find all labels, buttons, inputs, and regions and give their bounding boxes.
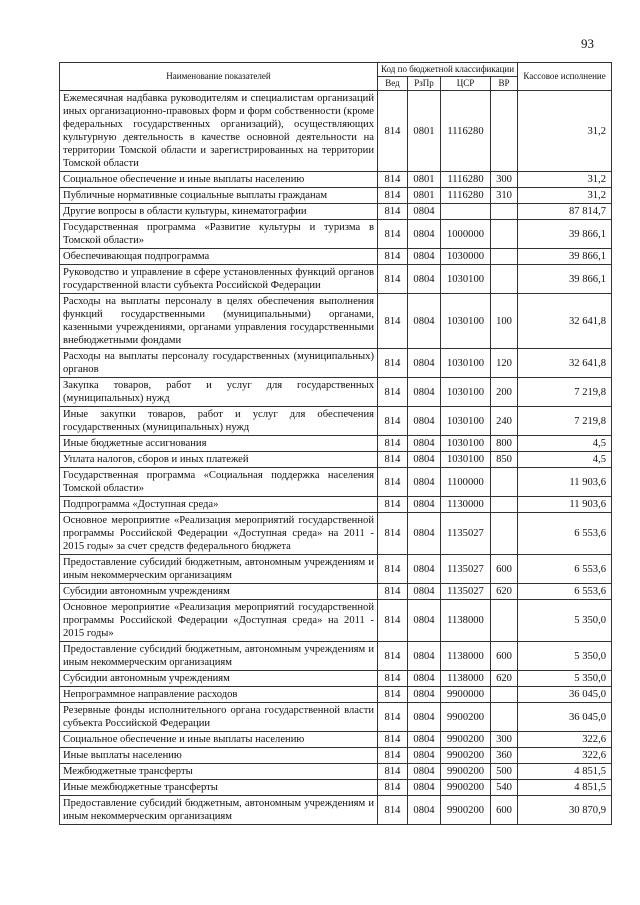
cell-csr: 1116280 [441, 91, 491, 172]
cell-amount: 87 814,7 [518, 204, 612, 220]
cell-csr: 1030100 [441, 436, 491, 452]
cell-amount: 39 866,1 [518, 220, 612, 249]
cell-rzpr: 0804 [408, 349, 441, 378]
table-row [60, 764, 612, 780]
cell-ved: 814 [378, 220, 408, 249]
cell-vr: 500 [491, 764, 518, 780]
cell-name: Субсидии автономным учреждениям [60, 584, 378, 600]
cell-ved: 814 [378, 584, 408, 600]
cell-vr: 310 [491, 188, 518, 204]
table-row [60, 671, 612, 687]
cell-amount: 11 903,6 [518, 497, 612, 513]
cell-vr: 300 [491, 172, 518, 188]
cell-ved: 814 [378, 172, 408, 188]
table-row [60, 796, 612, 825]
cell-vr [491, 600, 518, 642]
table-row [60, 91, 612, 172]
table-row [60, 378, 612, 407]
cell-ved: 814 [378, 748, 408, 764]
table-row [60, 687, 612, 703]
cell-vr [491, 220, 518, 249]
table-row [60, 188, 612, 204]
cell-csr: 1030100 [441, 378, 491, 407]
cell-rzpr: 0804 [408, 249, 441, 265]
cell-name: Публичные нормативные социальные выплаты гражданам [60, 188, 378, 204]
cell-rzpr: 0801 [408, 188, 441, 204]
cell-amount: 36 045,0 [518, 703, 612, 732]
cell-csr: 1100000 [441, 468, 491, 497]
table-row [60, 748, 612, 764]
cell-rzpr: 0804 [408, 796, 441, 825]
cell-rzpr: 0804 [408, 748, 441, 764]
table-row [60, 294, 612, 349]
cell-rzpr: 0804 [408, 671, 441, 687]
cell-ved: 814 [378, 249, 408, 265]
cell-name: Иные бюджетные ассигнования [60, 436, 378, 452]
cell-csr: 1000000 [441, 220, 491, 249]
header-name: Наименование показателей [60, 63, 378, 91]
cell-rzpr: 0804 [408, 642, 441, 671]
header-rzpr: РзПр [408, 77, 441, 91]
cell-name: Другие вопросы в области культуры, кинематографии [60, 204, 378, 220]
table-row [60, 732, 612, 748]
cell-vr: 540 [491, 780, 518, 796]
cell-name: Ежемесячная надбавка руководителям и специалистам организаций иных организационно-правовых форм и форм собственности (кроме федеральных государственных организаций), осуществляющих культурную деятельность в качестве основной деятельности на территории Томской области и зарегистрированных на территории Томской области [60, 91, 378, 172]
cell-rzpr: 0804 [408, 513, 441, 555]
header-vr: ВР [491, 77, 518, 91]
cell-vr [491, 497, 518, 513]
cell-vr: 850 [491, 452, 518, 468]
cell-csr: 1030100 [441, 452, 491, 468]
cell-rzpr: 0804 [408, 407, 441, 436]
cell-vr [491, 265, 518, 294]
cell-ved: 814 [378, 265, 408, 294]
cell-vr: 600 [491, 642, 518, 671]
cell-vr: 300 [491, 732, 518, 748]
cell-name: Социальное обеспечение и иные выплаты населению [60, 172, 378, 188]
cell-ved: 814 [378, 204, 408, 220]
cell-vr [491, 687, 518, 703]
cell-amount: 7 219,8 [518, 378, 612, 407]
cell-vr [491, 703, 518, 732]
cell-ved: 814 [378, 732, 408, 748]
cell-csr: 9900200 [441, 796, 491, 825]
cell-rzpr: 0804 [408, 468, 441, 497]
cell-ved: 814 [378, 497, 408, 513]
cell-ved: 814 [378, 555, 408, 584]
cell-amount: 4,5 [518, 436, 612, 452]
cell-rzpr: 0804 [408, 703, 441, 732]
cell-vr: 620 [491, 584, 518, 600]
cell-amount: 30 870,9 [518, 796, 612, 825]
cell-vr [491, 513, 518, 555]
cell-name: Расходы на выплаты персоналу государственных (муниципальных) органов [60, 349, 378, 378]
table-row [60, 220, 612, 249]
cell-rzpr: 0804 [408, 780, 441, 796]
cell-csr: 1135027 [441, 513, 491, 555]
cell-amount: 4,5 [518, 452, 612, 468]
cell-amount: 39 866,1 [518, 265, 612, 294]
cell-ved: 814 [378, 600, 408, 642]
cell-csr: 1030100 [441, 349, 491, 378]
cell-name: Основное мероприятие «Реализация мероприятий государственной программы Российской Федерации «Доступная среда» на 2011 - 2015 годы» за счет средств федерального бюджета [60, 513, 378, 555]
cell-ved: 814 [378, 452, 408, 468]
cell-name: Иные закупки товаров, работ и услуг для обеспечения государственных (муниципальных) нужд [60, 407, 378, 436]
cell-ved: 814 [378, 407, 408, 436]
cell-rzpr: 0804 [408, 687, 441, 703]
cell-name: Основное мероприятие «Реализация мероприятий государственной программы Российской Федерации «Доступная среда» на 2011 - 2015 годы» [60, 600, 378, 642]
cell-rzpr: 0804 [408, 265, 441, 294]
cell-rzpr: 0804 [408, 452, 441, 468]
cell-name: Расходы на выплаты персоналу в целях обеспечения выполнения функций государственными (муниципальными) органами, казенными учреждениями, органами управления государственными внебюджетными фондами [60, 294, 378, 349]
table-row [60, 513, 612, 555]
cell-rzpr: 0801 [408, 172, 441, 188]
cell-vr: 100 [491, 294, 518, 349]
cell-csr: 1030000 [441, 249, 491, 265]
cell-csr: 1138000 [441, 642, 491, 671]
table-body [60, 91, 612, 825]
table-row [60, 265, 612, 294]
cell-name: Иные межбюджетные трансферты [60, 780, 378, 796]
cell-vr: 600 [491, 555, 518, 584]
cell-name: Межбюджетные трансферты [60, 764, 378, 780]
cell-amount: 5 350,0 [518, 642, 612, 671]
table-row [60, 497, 612, 513]
cell-vr [491, 204, 518, 220]
cell-name: Социальное обеспечение и иные выплаты населению [60, 732, 378, 748]
cell-ved: 814 [378, 188, 408, 204]
cell-rzpr: 0804 [408, 378, 441, 407]
cell-vr: 600 [491, 796, 518, 825]
header-code-group: Код по бюджетной классификации [378, 63, 518, 77]
table-row [60, 584, 612, 600]
cell-rzpr: 0804 [408, 600, 441, 642]
cell-name: Предоставление субсидий бюджетным, автономным учреждениям и иным некоммерческим организациям [60, 555, 378, 584]
cell-ved: 814 [378, 703, 408, 732]
cell-amount: 5 350,0 [518, 671, 612, 687]
cell-vr [491, 468, 518, 497]
cell-csr: 1130000 [441, 497, 491, 513]
table-row [60, 703, 612, 732]
table-row [60, 555, 612, 584]
cell-amount: 7 219,8 [518, 407, 612, 436]
cell-vr: 800 [491, 436, 518, 452]
cell-amount: 36 045,0 [518, 687, 612, 703]
cell-ved: 814 [378, 294, 408, 349]
cell-ved: 814 [378, 378, 408, 407]
cell-amount: 4 851,5 [518, 764, 612, 780]
cell-name: Руководство и управление в сфере установленных функций органов государственной власти субъекта Российской Федерации [60, 265, 378, 294]
cell-amount: 31,2 [518, 172, 612, 188]
cell-ved: 814 [378, 780, 408, 796]
cell-ved: 814 [378, 349, 408, 378]
header-amount: Кассовое исполнение [518, 63, 612, 91]
cell-amount: 4 851,5 [518, 780, 612, 796]
table-row [60, 452, 612, 468]
cell-amount: 5 350,0 [518, 600, 612, 642]
cell-amount: 6 553,6 [518, 555, 612, 584]
cell-name: Государственная программа «Развитие культуры и туризма в Томской области» [60, 220, 378, 249]
cell-ved: 814 [378, 642, 408, 671]
cell-rzpr: 0804 [408, 436, 441, 452]
table-row [60, 204, 612, 220]
cell-vr: 200 [491, 378, 518, 407]
cell-amount: 32 641,8 [518, 294, 612, 349]
cell-rzpr: 0801 [408, 91, 441, 172]
cell-ved: 814 [378, 436, 408, 452]
cell-csr: 9900000 [441, 687, 491, 703]
cell-csr: 1030100 [441, 407, 491, 436]
cell-vr [491, 249, 518, 265]
cell-name: Иные выплаты населению [60, 748, 378, 764]
cell-name: Резервные фонды исполнительного органа государственной власти субъекта Российской Федерации [60, 703, 378, 732]
cell-csr: 1030100 [441, 265, 491, 294]
cell-name: Закупка товаров, работ и услуг для государственных (муниципальных) нужд [60, 378, 378, 407]
cell-vr: 360 [491, 748, 518, 764]
table-row [60, 780, 612, 796]
cell-rzpr: 0804 [408, 294, 441, 349]
table-row [60, 407, 612, 436]
cell-rzpr: 0804 [408, 204, 441, 220]
cell-csr: 1116280 [441, 188, 491, 204]
cell-rzpr: 0804 [408, 732, 441, 748]
cell-ved: 814 [378, 91, 408, 172]
cell-ved: 814 [378, 468, 408, 497]
cell-amount: 31,2 [518, 91, 612, 172]
cell-rzpr: 0804 [408, 584, 441, 600]
table-row [60, 642, 612, 671]
header-csr: ЦСР [441, 77, 491, 91]
cell-ved: 814 [378, 513, 408, 555]
cell-ved: 814 [378, 796, 408, 825]
cell-amount: 6 553,6 [518, 513, 612, 555]
cell-name: Уплата налогов, сборов и иных платежей [60, 452, 378, 468]
cell-csr: 1030100 [441, 294, 491, 349]
cell-csr: 1138000 [441, 671, 491, 687]
cell-vr [491, 91, 518, 172]
cell-rzpr: 0804 [408, 497, 441, 513]
cell-name: Предоставление субсидий бюджетным, автономным учреждениям и иным некоммерческим организациям [60, 796, 378, 825]
cell-rzpr: 0804 [408, 764, 441, 780]
cell-name: Предоставление субсидий бюджетным, автономным учреждениям и иным некоммерческим организациям [60, 642, 378, 671]
cell-ved: 814 [378, 687, 408, 703]
cell-amount: 39 866,1 [518, 249, 612, 265]
cell-vr: 240 [491, 407, 518, 436]
cell-csr: 1138000 [441, 600, 491, 642]
cell-csr: 1135027 [441, 555, 491, 584]
cell-amount: 322,6 [518, 748, 612, 764]
budget-table [59, 62, 612, 825]
cell-vr: 620 [491, 671, 518, 687]
cell-rzpr: 0804 [408, 220, 441, 249]
cell-csr: 9900200 [441, 703, 491, 732]
table-row [60, 249, 612, 265]
cell-amount: 322,6 [518, 732, 612, 748]
cell-csr: 9900200 [441, 732, 491, 748]
cell-name: Обеспечивающая подпрограмма [60, 249, 378, 265]
page-number: 93 [581, 36, 594, 51]
cell-csr: 1116280 [441, 172, 491, 188]
cell-rzpr: 0804 [408, 555, 441, 584]
table-row [60, 468, 612, 497]
table-row [60, 172, 612, 188]
cell-amount: 31,2 [518, 188, 612, 204]
cell-name: Подпрограмма «Доступная среда» [60, 497, 378, 513]
cell-amount: 32 641,8 [518, 349, 612, 378]
cell-csr [441, 204, 491, 220]
cell-ved: 814 [378, 764, 408, 780]
cell-name: Непрограммное направление расходов [60, 687, 378, 703]
table-row [60, 436, 612, 452]
cell-ved: 814 [378, 671, 408, 687]
cell-csr: 9900200 [441, 764, 491, 780]
cell-csr: 9900200 [441, 748, 491, 764]
header-ved: Вед [378, 77, 408, 91]
cell-csr: 9900200 [441, 780, 491, 796]
table-row [60, 349, 612, 378]
cell-name: Субсидии автономным учреждениям [60, 671, 378, 687]
table-row [60, 600, 612, 642]
cell-amount: 6 553,6 [518, 584, 612, 600]
cell-vr: 120 [491, 349, 518, 378]
cell-csr: 1135027 [441, 584, 491, 600]
cell-name: Государственная программа «Социальная поддержка населения Томской области» [60, 468, 378, 497]
cell-amount: 11 903,6 [518, 468, 612, 497]
